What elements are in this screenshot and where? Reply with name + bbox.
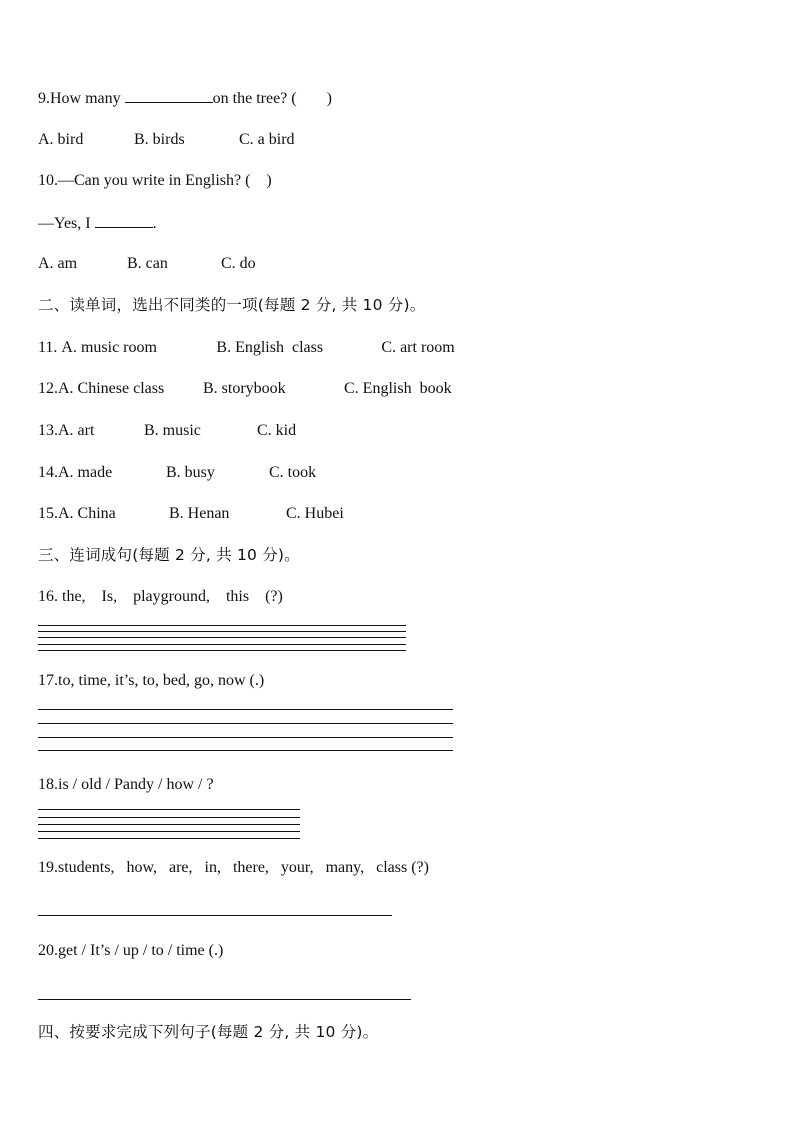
answer-line xyxy=(38,709,453,710)
q9-prefix: 9.How many xyxy=(38,90,125,107)
option-a: A. Chinese class xyxy=(58,380,165,397)
option-a: A. bird xyxy=(38,131,84,148)
answer-blank xyxy=(95,213,153,228)
q13-number: 13. xyxy=(38,422,58,439)
option-b: B. English class xyxy=(216,339,324,356)
q9-options xyxy=(38,130,295,150)
question-18: 18.is / old / Pandy / how / ? xyxy=(38,776,214,793)
answer-line xyxy=(38,625,406,626)
option-c: C. do xyxy=(221,255,256,272)
q11-number: 11. xyxy=(38,339,58,356)
option-b: B. Henan xyxy=(169,505,230,522)
q14-number: 14. xyxy=(38,464,58,481)
option-a: A. art xyxy=(58,422,95,439)
question-11 xyxy=(38,338,455,358)
q12-number: 12. xyxy=(38,380,58,397)
question-12 xyxy=(38,379,452,399)
option-b: B. storybook xyxy=(203,380,286,397)
q10-reply-prefix: —Yes, I xyxy=(38,215,95,232)
question-20: 20.get / It’s / up / to / time (.) xyxy=(38,942,224,959)
option-c: C. English book xyxy=(344,380,452,397)
question-16: 16. the, Is, playground, this (?) xyxy=(38,588,283,605)
q10-reply-suffix: . xyxy=(152,215,157,232)
answer-line xyxy=(38,637,406,638)
answer-line xyxy=(38,838,300,839)
option-b: B. busy xyxy=(166,464,215,481)
answer-line xyxy=(38,824,300,825)
q10-options xyxy=(38,254,256,274)
answer-line xyxy=(38,831,300,832)
answer-line xyxy=(38,750,453,751)
answer-line xyxy=(38,631,406,632)
option-b: B. music xyxy=(144,422,201,439)
option-a: A. China xyxy=(58,505,116,522)
question-17: 17.to, time, it’s, to, bed, go, now (.) xyxy=(38,672,265,689)
option-a: A. am xyxy=(38,255,78,272)
answer-line xyxy=(38,817,300,818)
answer-line xyxy=(38,650,406,651)
q10-reply xyxy=(38,213,157,234)
answer-line xyxy=(38,723,453,724)
option-a: A. made xyxy=(58,464,113,481)
answer-line xyxy=(38,644,406,645)
option-a: A. music room xyxy=(61,339,157,356)
question-19: 19.students, how, are, in, there, your, many, class (?) xyxy=(38,859,429,876)
q9-close: ) xyxy=(326,90,332,107)
answer-line xyxy=(38,737,453,738)
section-3-title: 三、连词成句(每题 2 分, 共 10 分)。 xyxy=(38,546,300,564)
option-b: B. birds xyxy=(134,131,185,148)
question-10 xyxy=(38,171,272,191)
question-14 xyxy=(38,463,316,483)
answer-line xyxy=(38,809,300,810)
q10-line1: 10.—Can you write in English? ( xyxy=(38,172,251,189)
option-c: C. took xyxy=(269,464,317,481)
answer-line xyxy=(38,915,392,916)
question-13 xyxy=(38,421,296,441)
question-9 xyxy=(38,88,332,109)
q9-suffix: on the tree? ( xyxy=(212,90,297,107)
answer-line xyxy=(38,999,411,1000)
q15-number: 15. xyxy=(38,505,58,522)
section-2-title: 二、读单词，选出不同类的一项(每题 2 分, 共 10 分)。 xyxy=(38,296,426,314)
option-c: C. kid xyxy=(257,422,297,439)
question-15 xyxy=(38,504,344,524)
option-c: C. art room xyxy=(381,339,455,356)
option-b: B. can xyxy=(127,255,168,272)
option-c: C. Hubei xyxy=(286,505,344,522)
answer-blank xyxy=(125,88,213,103)
option-c: C. a bird xyxy=(239,131,295,148)
q10-close: ) xyxy=(266,172,272,189)
section-4-title: 四、按要求完成下列句子(每题 2 分, 共 10 分)。 xyxy=(38,1023,379,1041)
